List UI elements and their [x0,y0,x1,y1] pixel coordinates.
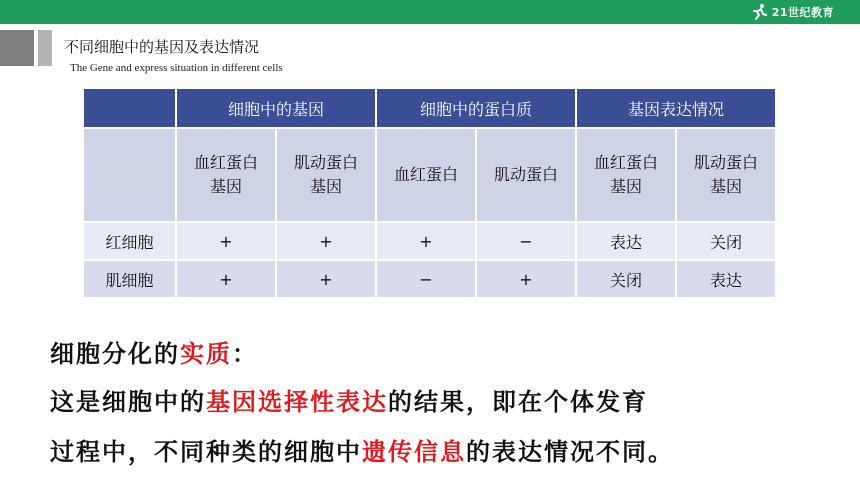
highlight-text: 基因选择性表达 [206,388,388,416]
text-segment: 细胞分化的 [50,340,180,368]
brand-logo [750,3,834,21]
top-bar [0,0,860,24]
brand-text: 21世纪教育 [771,6,834,19]
row-label: 红细胞 [83,222,176,260]
table-cell: 表达 [576,222,676,260]
table-cell: + [376,222,476,260]
table-cell: + [276,222,376,260]
table-header-row [83,88,776,128]
table-cell: 关闭 [676,222,776,260]
subheader-cell [83,128,176,222]
subheader-cell: 血红蛋白 [376,128,476,222]
text-segment: 过程中，不同种类的细胞中 [50,438,362,466]
slide-title: 不同细胞中的基因及表达情况 [64,38,260,56]
row-label: 肌细胞 [83,260,176,298]
table-subheader-row [83,128,776,222]
table-cell: 表达 [676,260,776,298]
header-cell [83,88,176,128]
subheader-cell: 血红蛋白 基因 [176,128,276,222]
title-block-light [38,30,52,66]
conclusion-line-1 [50,334,258,369]
table-cell: + [176,222,276,260]
table-row [83,260,776,298]
table-cell: + [476,260,576,298]
runner-icon [750,3,768,21]
header-cell: 细胞中的蛋白质 [376,88,576,128]
table-cell: − [476,222,576,260]
table-cell: 关闭 [576,260,676,298]
subheader-cell: 血红蛋白 基因 [576,128,676,222]
subheader-cell: 肌动蛋白 基因 [276,128,376,222]
text-segment: 的表达情况不同。 [466,438,674,466]
table-cell: − [376,260,476,298]
header-cell: 基因表达情况 [576,88,776,128]
highlight-text: 遗传信息 [362,438,466,466]
header-cell: 细胞中的基因 [176,88,376,128]
text-segment: ： [232,340,258,368]
table-row [83,222,776,260]
conclusion-line-3 [50,432,674,467]
conclusion-line-2 [50,382,648,417]
text-segment: 的结果，即在个体发育 [388,388,648,416]
slide-subtitle: The Gene and express situation in different cells [70,62,283,74]
highlight-text: 实质 [180,340,232,368]
table-cell: + [276,260,376,298]
table-cell: + [176,260,276,298]
title-block-dark [0,30,34,66]
subheader-cell: 肌动蛋白 [476,128,576,222]
subheader-cell: 肌动蛋白 基因 [676,128,776,222]
gene-expression-table [82,87,777,299]
text-segment: 这是细胞中的 [50,388,206,416]
